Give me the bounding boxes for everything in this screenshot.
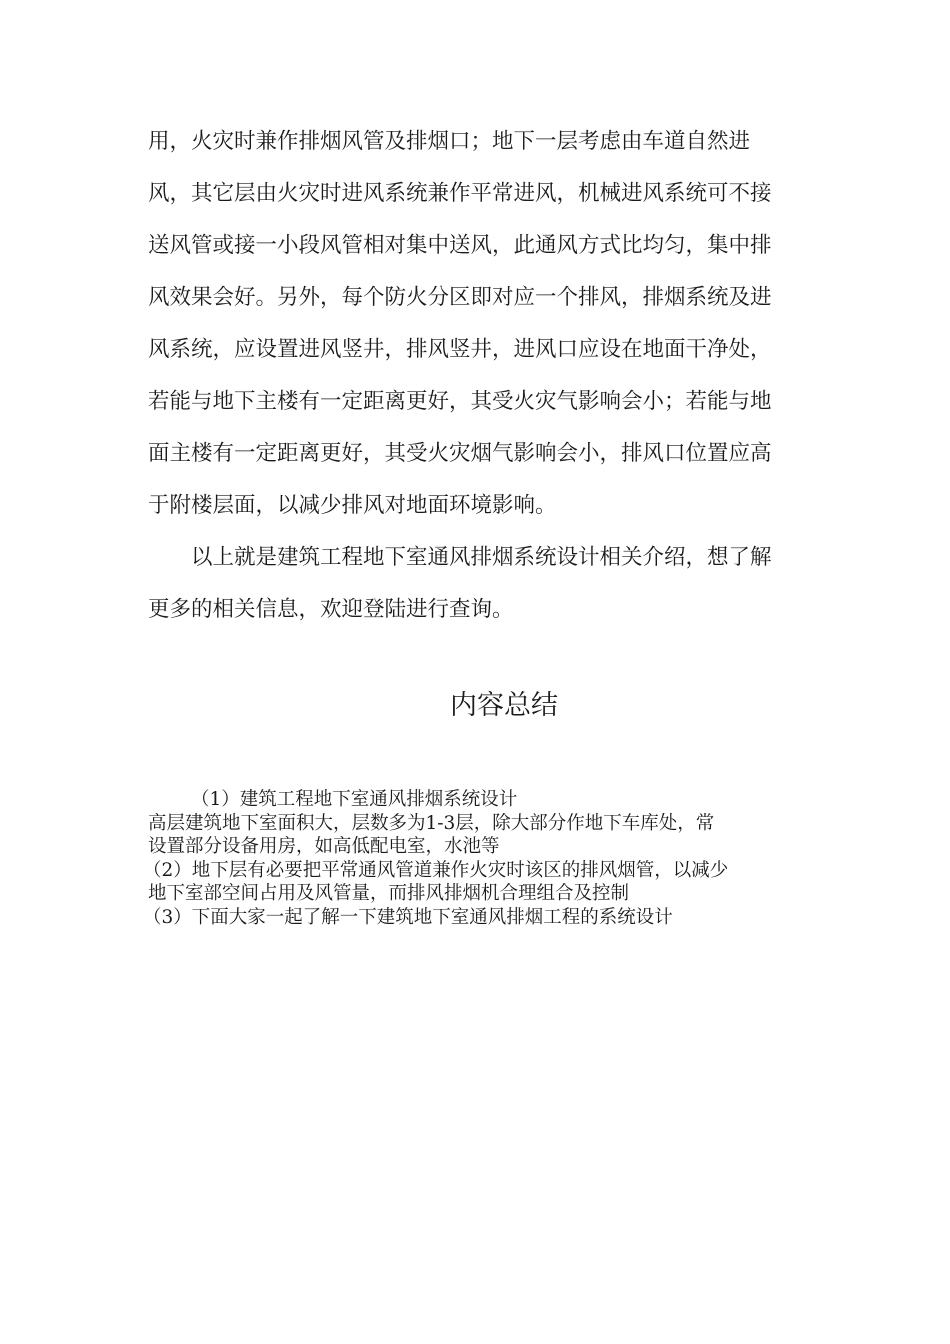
summary-title: 内容总结 bbox=[450, 690, 558, 721]
body-line: 若能与地下主楼有一定距离更好，其受火灾气影响会小；若能与地 bbox=[148, 389, 772, 414]
summary-line: 高层建筑地下室面积大，层数多为1-3层，除大部分作地下车库处，常 bbox=[148, 812, 715, 834]
body-line: 风效果会好。另外，每个防火分区即对应一个排风，排烟系统及进 bbox=[148, 285, 772, 310]
body-line: 风系统，应设置进风竖井，排风竖井，进风口应设在地面干净处， bbox=[148, 337, 772, 362]
body-line: 送风管或接一小段风管相对集中送风，此通风方式比均匀，集中排 bbox=[148, 233, 772, 258]
summary-line: 设置部分设备用房，如高低配电室，水池等 bbox=[148, 836, 500, 857]
summary-line: （3）下面大家一起了解一下建筑地下室通风排烟工程的系统设计 bbox=[143, 906, 673, 928]
body-line: 更多的相关信息，欢迎登陆进行查询。 bbox=[148, 597, 514, 622]
body-line: 用，火灾时兼作排烟风管及排烟口；地下一层考虑由车道自然进 bbox=[148, 129, 751, 154]
summary-line: （2）地下层有必要把平常通风管道兼作火灾时该区的排风烟管，以减少 bbox=[143, 859, 729, 881]
summary-line: 地下室部空间占用及风管量，而排风排烟机合理组合及控制 bbox=[148, 883, 630, 904]
summary-section bbox=[143, 788, 818, 929]
body-line: 面主楼有一定距离更好，其受火灾烟气影响会小，排风口位置应高 bbox=[148, 441, 772, 466]
body-line: 风，其它层由火灾时进风系统兼作平常进风，机械进风系统可不接 bbox=[148, 181, 772, 206]
body-line: 以上就是建筑工程地下室通风排烟系统设计相关介绍，想了解 bbox=[191, 545, 772, 570]
body-line: 于附楼层面，以减少排风对地面环境影响。 bbox=[148, 493, 557, 518]
body-text bbox=[148, 116, 808, 636]
summary-line: （1）建筑工程地下室通风排烟系统设计 bbox=[191, 789, 518, 810]
